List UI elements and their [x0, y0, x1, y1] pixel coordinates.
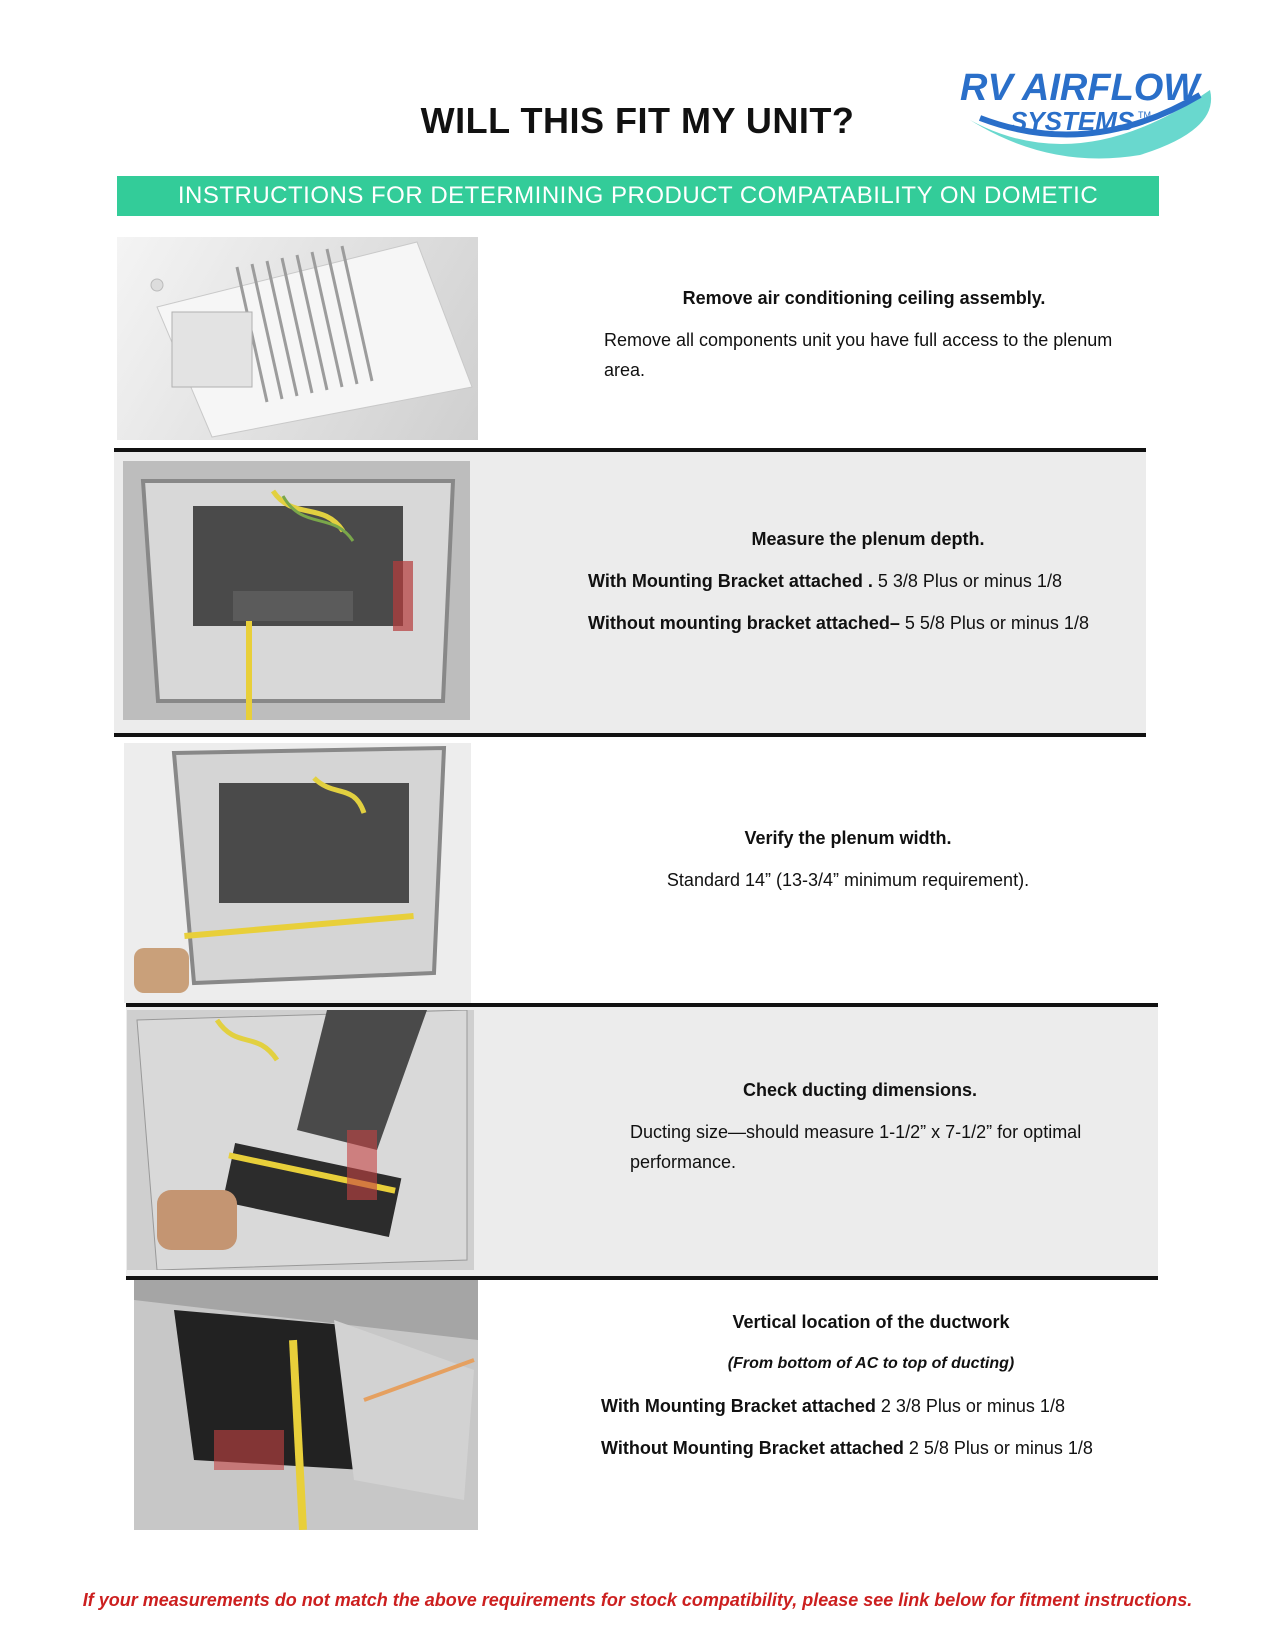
step-5-line-2-label: Without Mounting Bracket attached	[601, 1438, 904, 1458]
step-1-heading: Remove air conditioning ceiling assembly.	[682, 288, 1046, 308]
step-5-line-1-label: With Mounting Bracket attached	[601, 1396, 876, 1416]
photo-plenum-depth	[123, 461, 470, 720]
step-4-text	[630, 1075, 1090, 1177]
step-1-text	[604, 283, 1124, 385]
logo-graphic	[960, 60, 1230, 170]
logo-line1: RV AIRFLOW	[960, 67, 1200, 109]
step-5-line-2	[601, 1433, 1141, 1463]
divider	[114, 733, 1146, 737]
photo-plenum-width	[124, 743, 471, 1003]
step-2-line-1	[588, 566, 1148, 596]
step-5-heading: Vertical location of the ductwork	[732, 1312, 1010, 1332]
step-5-text	[601, 1307, 1141, 1463]
step-2-line-2	[588, 608, 1148, 638]
instructions-banner: INSTRUCTIONS FOR DETERMINING PRODUCT COMPATABILITY ON DOMETIC	[117, 176, 1159, 216]
page-title: WILL THIS FIT MY UNIT?	[420, 100, 855, 141]
photo-ductwork-vertical	[134, 1280, 478, 1530]
step-4-body: Ducting size—should measure 1-1/2” x 7-1/2” for optimal performance.	[630, 1122, 1082, 1172]
step-3-text	[588, 823, 1108, 895]
step-2-line-2-value: 5 5/8 Plus or minus 1/8	[899, 613, 1089, 633]
compatibility-note: If your measurements do not match the above requirements for stock compatibility, please see link below for fitment instructions.	[82, 1590, 1193, 1610]
step-5-line-1	[601, 1391, 1141, 1421]
photo-ducting-dimensions	[127, 1010, 474, 1270]
step-5-line-2-value: 2 5/8 Plus or minus 1/8	[903, 1438, 1093, 1458]
photo-ceiling-assembly	[117, 237, 478, 440]
step-3-body: Standard 14” (13-3/4” minimum requirement).	[666, 870, 1030, 890]
step-2-text	[588, 524, 1148, 638]
step-1-body: Remove all components unit you have full access to the plenum area.	[604, 330, 1113, 380]
step-2-heading: Measure the plenum depth.	[751, 529, 985, 549]
step-5-line-1-value: 2 3/8 Plus or minus 1/8	[875, 1396, 1065, 1416]
step-2-line-1-label: With Mounting Bracket attached .	[588, 571, 873, 591]
step-2-line-1-value: 5 3/8 Plus or minus 1/8	[872, 571, 1062, 591]
step-3-heading: Verify the plenum width.	[744, 828, 952, 848]
step-4-heading: Check ducting dimensions.	[742, 1080, 978, 1100]
brand-logo	[960, 60, 1230, 170]
step-5-subheading: (From bottom of AC to top of ducting)	[727, 1355, 1015, 1372]
logo-trademark: TM	[1138, 110, 1151, 120]
logo-line2: SYSTEMS	[1010, 106, 1135, 136]
step-2-line-2-label: Without mounting bracket attached–	[588, 613, 900, 633]
